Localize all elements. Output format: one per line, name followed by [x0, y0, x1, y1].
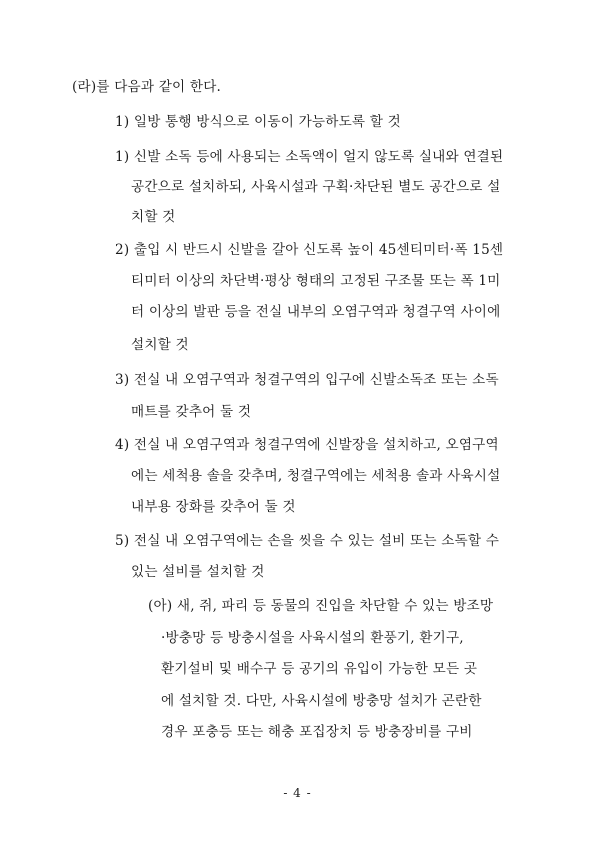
- text-line-14: 내부용 장화를 갖추어 둘 것: [131, 499, 296, 515]
- text-line-15: 5) 전실 내 오염구역에는 손을 씻을 수 있는 설비 또는 소독할 수: [115, 533, 500, 549]
- text-line-11: 매트를 갖추어 둘 것: [131, 404, 252, 420]
- text-line-9: 설치할 것: [131, 337, 189, 353]
- text-line-6: 2) 출입 시 반드시 신발을 갈아 신도록 높이 45센티미터·폭 15센: [115, 242, 504, 258]
- text-line-5: 치할 것: [131, 209, 176, 225]
- page-number: - 4 -: [283, 786, 312, 800]
- text-line-2: 1) 일방 통행 방식으로 이동이 가능하도록 할 것: [115, 114, 401, 130]
- text-line-7: 티미터 이상의 차단벽·평상 형태의 고정된 구조물 또는 폭 1미: [131, 273, 501, 289]
- text-line-18: ·방충망 등 방충시설을 사육시설의 환풍기, 환기구,: [161, 630, 464, 646]
- text-line-13: 에는 세척용 솔을 갖추며, 청결구역에는 세척용 솔과 사육시설: [131, 468, 501, 484]
- text-line-16: 있는 설비를 설치할 것: [131, 564, 265, 580]
- text-line-19: 환기설비 및 배수구 등 공기의 유입이 가능한 모든 곳: [161, 661, 478, 677]
- text-line-3: 1) 신발 소독 등에 사용되는 소독액이 얼지 않도록 실내와 연결된: [115, 149, 504, 165]
- text-line-12: 4) 전실 내 오염구역과 청결구역에 신발장을 설치하고, 오염구역: [115, 437, 499, 453]
- text-line-4: 공간으로 설치하되, 사육시설과 구획·차단된 별도 공간으로 설: [131, 179, 501, 195]
- text-line-20: 에 설치할 것. 다만, 사육시설에 방충망 설치가 곤란한: [161, 693, 482, 709]
- text-line-8: 터 이상의 발판 등을 전실 내부의 오염구역과 청결구역 사이에: [131, 304, 501, 320]
- text-line-1: (라)를 다음과 같이 한다.: [72, 79, 222, 95]
- text-line-10: 3) 전실 내 오염구역과 청결구역의 입구에 신발소독조 또는 소독: [115, 372, 499, 388]
- text-line-21: 경우 포충등 또는 해충 포집장치 등 방충장비를 구비: [161, 724, 473, 740]
- text-line-17: (아) 새, 쥐, 파리 등 동물의 진입을 차단할 수 있는 방조망: [148, 598, 494, 614]
